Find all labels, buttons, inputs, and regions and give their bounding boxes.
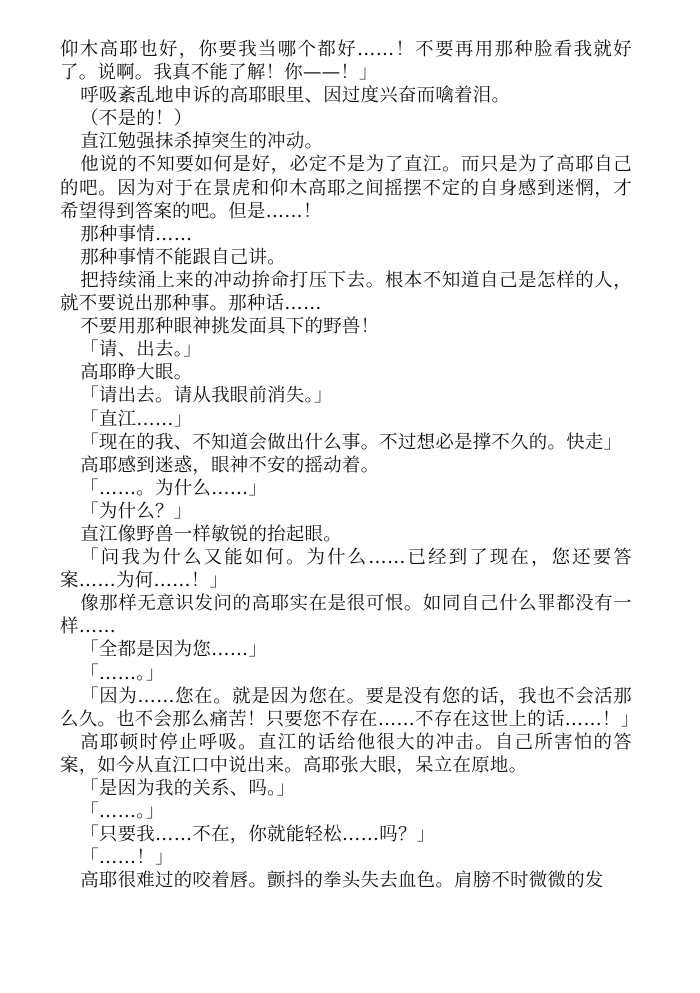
paragraph: 「是因为我的关系、吗。」 — [80, 778, 296, 799]
paragraph: 「……！」 — [80, 847, 174, 869]
paragraph: 「只要我……不在，你就能轻松……吗？」 — [80, 824, 436, 846]
paragraph: 高耶感到迷惑，眼神不安的摇动着。 — [80, 454, 380, 476]
paragraph: 「……。」 — [80, 662, 165, 684]
paragraph: 像那样无意识发问的高耶实在是很可恨。如同自己什么罪都没有一样…… — [60, 593, 632, 638]
paragraph: 「全都是因为您……」 — [80, 639, 268, 661]
paragraph: 那种事情不能跟自己讲。 — [80, 246, 286, 268]
paragraph: 高耶睁大眼。 — [80, 362, 193, 384]
paragraph: 「请、出去。」 — [80, 339, 202, 361]
paragraph: 不要用那种眼神挑发面具下的野兽！ — [80, 316, 380, 338]
paragraph: 「因为……您在。就是因为您在。要是没有您的话，我也不会活那么久。也不会那么痛苦！只要您不存在……不存在这世上的话……！」 — [60, 685, 640, 730]
paragraph: 「为什么？」 — [80, 500, 193, 522]
paragraph: （不是的！） — [80, 108, 193, 130]
paragraph: 把持续涌上来的冲动拚命打压下去。根本不知道自己是怎样的人，就不要说出那种事。那种话…… — [60, 269, 632, 315]
paragraph: 「直江……」 — [80, 408, 193, 430]
paragraph: 「……。为什么……」 — [80, 477, 268, 499]
paragraph: 「请出去。请从我眼前消失。」 — [80, 385, 333, 407]
paragraph: 「问我为什么又能如何。为什么……已经到了现在，您还要答案……为何……！」 — [60, 547, 632, 592]
paragraph: 仰木高耶也好，你要我当哪个都好……！不要再用那种脸看我就好了。说啊。我真不能了解！你——！」 — [60, 39, 632, 84]
paragraph: 「……。」 — [80, 801, 165, 823]
paragraph: 那种事情…… — [80, 223, 193, 245]
paragraph: 「现在的我、不知道会做出什么事。不过想必是撑不久的。快走」 — [80, 431, 623, 453]
paragraph: 呼吸紊乱地申诉的高耶眼里、因过度兴奋而噙着泪。 — [80, 85, 511, 107]
paragraph: 直江像野兽一样敏锐的抬起眼。 — [80, 523, 342, 545]
paragraph: 他说的不知要如何是好，必定不是为了直江。而只是为了高耶自己的吧。因为对于在景虎和仰木高耶之间摇摆不定的自身感到迷惘，才希望得到答案的吧。但是……！ — [60, 154, 632, 222]
document-page — [60, 38, 640, 892]
paragraph: 高耶顿时停止呼吸。直江的话给他很大的冲击。自己所害怕的答案，如今从直江口中说出来。高耶张大眼，呆立在原地。 — [60, 731, 632, 776]
paragraph: 高耶很难过的咬着唇。颤抖的拳头失去血色。肩膀不时微微的发 — [80, 870, 604, 892]
paragraph: 直江勉强抹杀掉突生的冲动。 — [80, 131, 324, 153]
